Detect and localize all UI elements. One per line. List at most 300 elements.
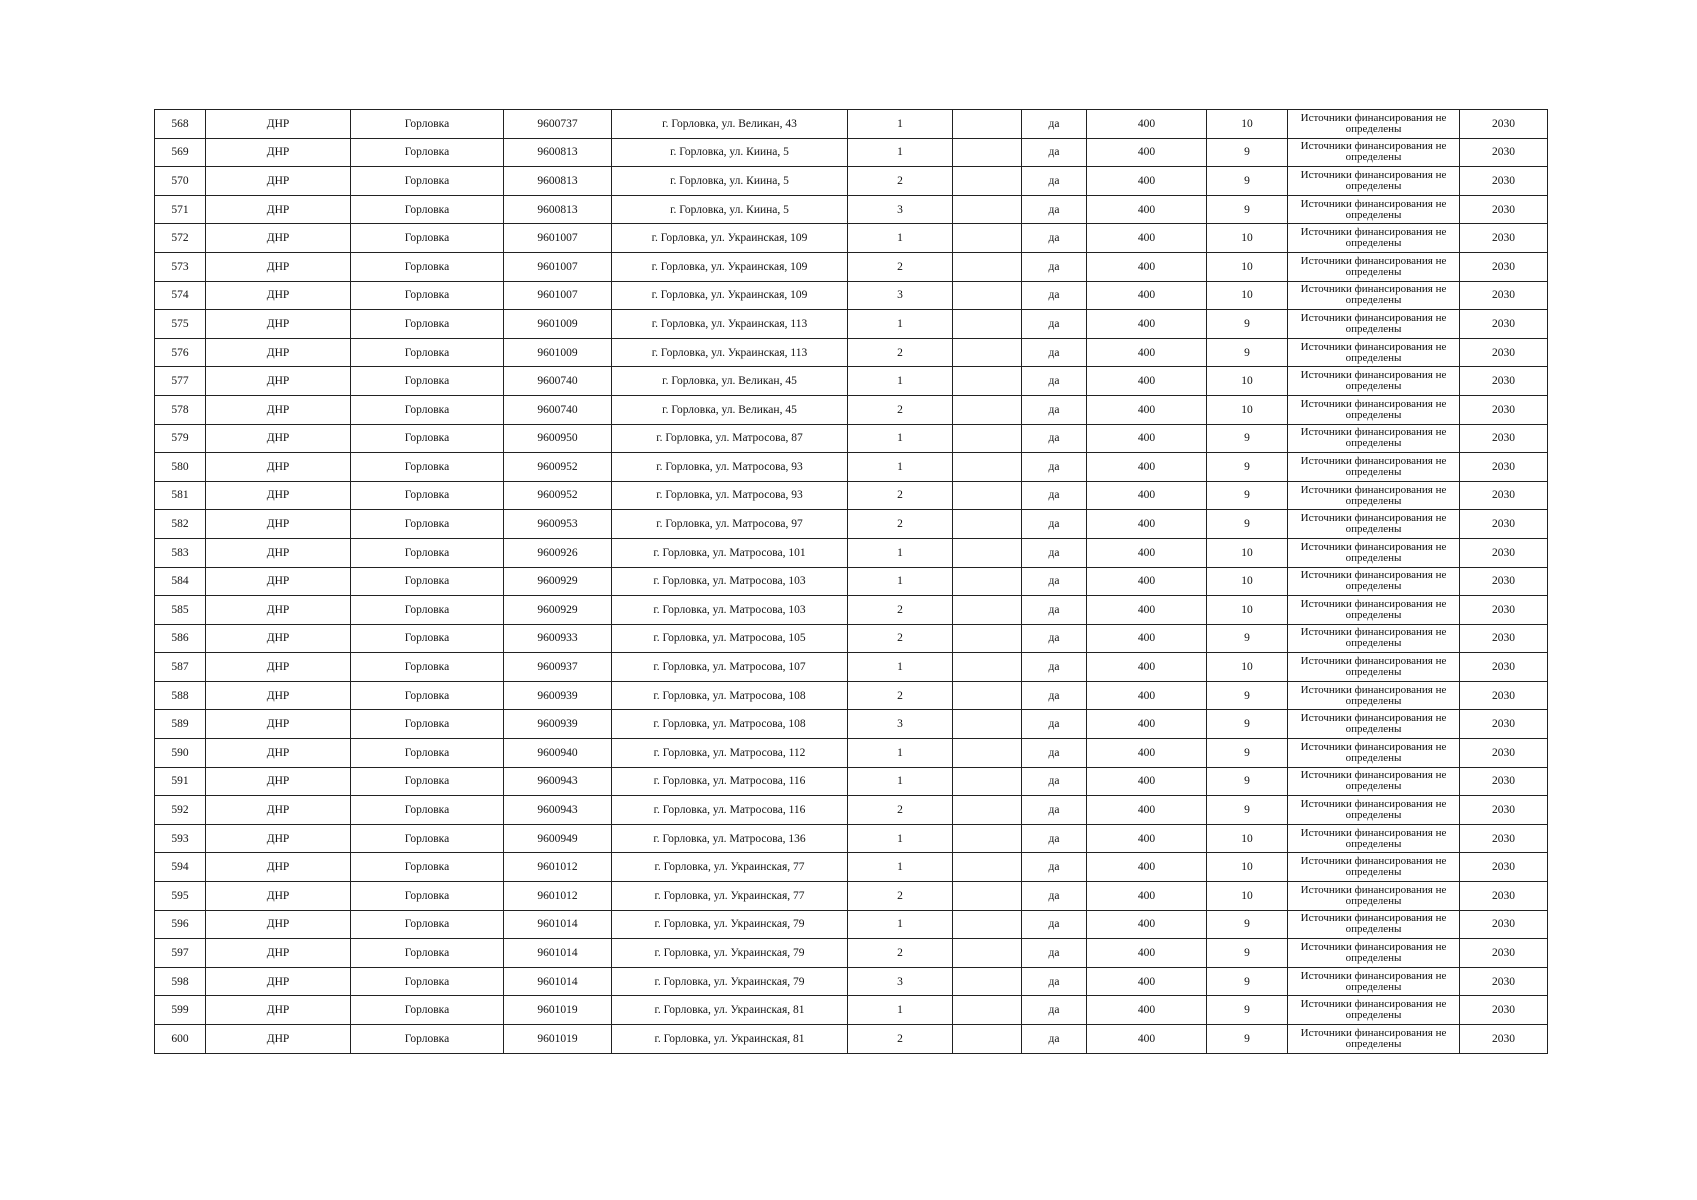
address-cell: г. Горловка, ул. Матросова, 112 [612,739,848,768]
city-cell: Горловка [351,481,504,510]
region-cell: ДНР [206,996,351,1025]
code-cell: 9600953 [504,510,612,539]
flag-cell: да [1022,1025,1087,1054]
region-cell: ДНР [206,767,351,796]
code-cell: 9600943 [504,767,612,796]
value-cell: 400 [1087,224,1207,253]
flag-cell: да [1022,681,1087,710]
city-cell: Горловка [351,882,504,911]
city-cell: Горловка [351,510,504,539]
year-cell: 2030 [1460,767,1548,796]
region-cell: ДНР [206,939,351,968]
year-cell: 2030 [1460,910,1548,939]
row-number: 568 [155,110,206,139]
entrance-cell: 2 [848,510,953,539]
empty-cell [953,481,1022,510]
flag-cell: да [1022,310,1087,339]
flag-cell: да [1022,138,1087,167]
table-row [155,195,1548,224]
funding-source-cell: Источники финансирования не определены [1288,796,1460,825]
empty-cell [953,767,1022,796]
city-cell: Горловка [351,424,504,453]
table-row [155,224,1548,253]
table-row [155,110,1548,139]
code-cell: 9601019 [504,1025,612,1054]
code-cell: 9600813 [504,167,612,196]
year-cell: 2030 [1460,567,1548,596]
year-cell: 2030 [1460,310,1548,339]
floors-cell: 9 [1207,453,1288,482]
flag-cell: да [1022,510,1087,539]
row-number: 594 [155,853,206,882]
year-cell: 2030 [1460,424,1548,453]
city-cell: Горловка [351,1025,504,1054]
region-cell: ДНР [206,138,351,167]
value-cell: 400 [1087,939,1207,968]
flag-cell: да [1022,596,1087,625]
entrance-cell: 1 [848,310,953,339]
empty-cell [953,510,1022,539]
code-cell: 9601012 [504,882,612,911]
flag-cell: да [1022,910,1087,939]
region-cell: ДНР [206,510,351,539]
floors-cell: 9 [1207,739,1288,768]
flag-cell: да [1022,395,1087,424]
year-cell: 2030 [1460,653,1548,682]
row-number: 577 [155,367,206,396]
entrance-cell: 1 [848,138,953,167]
city-cell: Горловка [351,710,504,739]
empty-cell [953,453,1022,482]
year-cell: 2030 [1460,281,1548,310]
year-cell: 2030 [1460,967,1548,996]
row-number: 586 [155,624,206,653]
address-cell: г. Горловка, ул. Украинская, 79 [612,939,848,968]
funding-source-cell: Источники финансирования не определены [1288,510,1460,539]
entrance-cell: 3 [848,195,953,224]
funding-source-cell: Источники финансирования не определены [1288,167,1460,196]
empty-cell [953,281,1022,310]
row-number: 599 [155,996,206,1025]
year-cell: 2030 [1460,167,1548,196]
funding-source-cell: Источники финансирования не определены [1288,224,1460,253]
empty-cell [953,681,1022,710]
city-cell: Горловка [351,967,504,996]
value-cell: 400 [1087,596,1207,625]
address-cell: г. Горловка, ул. Украинская, 81 [612,1025,848,1054]
address-cell: г. Горловка, ул. Матросова, 101 [612,538,848,567]
address-cell: г. Горловка, ул. Матросова, 116 [612,796,848,825]
table-row [155,996,1548,1025]
table-row [155,739,1548,768]
code-cell: 9600949 [504,824,612,853]
region-cell: ДНР [206,424,351,453]
code-cell: 9600950 [504,424,612,453]
data-table [154,109,1548,1054]
table-row [155,882,1548,911]
funding-source-cell: Источники финансирования не определены [1288,138,1460,167]
flag-cell: да [1022,367,1087,396]
region-cell: ДНР [206,367,351,396]
funding-source-cell: Источники финансирования не определены [1288,710,1460,739]
flag-cell: да [1022,281,1087,310]
funding-source-cell: Источники финансирования не определены [1288,252,1460,281]
floors-cell: 9 [1207,767,1288,796]
table-row [155,281,1548,310]
value-cell: 400 [1087,510,1207,539]
entrance-cell: 1 [848,453,953,482]
year-cell: 2030 [1460,596,1548,625]
address-cell: г. Горловка, ул. Украинская, 81 [612,996,848,1025]
row-number: 575 [155,310,206,339]
empty-cell [953,367,1022,396]
code-cell: 9600937 [504,653,612,682]
year-cell: 2030 [1460,224,1548,253]
entrance-cell: 3 [848,281,953,310]
address-cell: г. Горловка, ул. Матросова, 116 [612,767,848,796]
year-cell: 2030 [1460,824,1548,853]
address-cell: г. Горловка, ул. Матросова, 97 [612,510,848,539]
code-cell: 9600929 [504,567,612,596]
code-cell: 9600940 [504,739,612,768]
value-cell: 400 [1087,367,1207,396]
empty-cell [953,739,1022,768]
row-number: 588 [155,681,206,710]
address-cell: г. Горловка, ул. Украинская, 109 [612,281,848,310]
address-cell: г. Горловка, ул. Украинская, 79 [612,910,848,939]
year-cell: 2030 [1460,710,1548,739]
table-row [155,481,1548,510]
empty-cell [953,1025,1022,1054]
floors-cell: 9 [1207,624,1288,653]
floors-cell: 10 [1207,853,1288,882]
region-cell: ДНР [206,624,351,653]
funding-source-cell: Источники финансирования не определены [1288,996,1460,1025]
entrance-cell: 1 [848,824,953,853]
value-cell: 400 [1087,624,1207,653]
row-number: 576 [155,338,206,367]
city-cell: Горловка [351,853,504,882]
empty-cell [953,910,1022,939]
empty-cell [953,653,1022,682]
floors-cell: 10 [1207,882,1288,911]
entrance-cell: 1 [848,110,953,139]
value-cell: 400 [1087,481,1207,510]
row-number: 592 [155,796,206,825]
region-cell: ДНР [206,281,351,310]
year-cell: 2030 [1460,138,1548,167]
value-cell: 400 [1087,796,1207,825]
region-cell: ДНР [206,567,351,596]
region-cell: ДНР [206,681,351,710]
address-cell: г. Горловка, ул. Матросова, 136 [612,824,848,853]
empty-cell [953,224,1022,253]
entrance-cell: 1 [848,767,953,796]
table-row [155,824,1548,853]
table-row [155,910,1548,939]
floors-cell: 9 [1207,681,1288,710]
region-cell: ДНР [206,110,351,139]
flag-cell: да [1022,967,1087,996]
floors-cell: 9 [1207,939,1288,968]
region-cell: ДНР [206,882,351,911]
flag-cell: да [1022,338,1087,367]
table-row [155,796,1548,825]
address-cell: г. Горловка, ул. Украинская, 109 [612,252,848,281]
floors-cell: 10 [1207,367,1288,396]
table-row [155,310,1548,339]
code-cell: 9600740 [504,395,612,424]
funding-source-cell: Источники финансирования не определены [1288,853,1460,882]
floors-cell: 10 [1207,538,1288,567]
funding-source-cell: Источники финансирования не определены [1288,195,1460,224]
value-cell: 400 [1087,252,1207,281]
year-cell: 2030 [1460,510,1548,539]
code-cell: 9601007 [504,224,612,253]
value-cell: 400 [1087,338,1207,367]
floors-cell: 10 [1207,395,1288,424]
address-cell: г. Горловка, ул. Великан, 45 [612,367,848,396]
funding-source-cell: Источники финансирования не определены [1288,739,1460,768]
table-row [155,624,1548,653]
empty-cell [953,939,1022,968]
year-cell: 2030 [1460,882,1548,911]
address-cell: г. Горловка, ул. Украинская, 113 [612,338,848,367]
floors-cell: 9 [1207,910,1288,939]
address-cell: г. Горловка, ул. Украинская, 77 [612,853,848,882]
value-cell: 400 [1087,195,1207,224]
code-cell: 9601012 [504,853,612,882]
city-cell: Горловка [351,224,504,253]
region-cell: ДНР [206,453,351,482]
empty-cell [953,882,1022,911]
row-number: 591 [155,767,206,796]
city-cell: Горловка [351,538,504,567]
city-cell: Горловка [351,252,504,281]
funding-source-cell: Источники финансирования не определены [1288,939,1460,968]
floors-cell: 10 [1207,567,1288,596]
row-number: 585 [155,596,206,625]
code-cell: 9601019 [504,996,612,1025]
address-cell: г. Горловка, ул. Матросова, 93 [612,481,848,510]
table-row [155,767,1548,796]
entrance-cell: 2 [848,1025,953,1054]
row-number: 590 [155,739,206,768]
row-number: 589 [155,710,206,739]
city-cell: Горловка [351,167,504,196]
code-cell: 9600939 [504,681,612,710]
table-row [155,424,1548,453]
empty-cell [953,853,1022,882]
code-cell: 9601007 [504,252,612,281]
flag-cell: да [1022,624,1087,653]
flag-cell: да [1022,796,1087,825]
address-cell: г. Горловка, ул. Киина, 5 [612,167,848,196]
value-cell: 400 [1087,710,1207,739]
year-cell: 2030 [1460,1025,1548,1054]
value-cell: 400 [1087,653,1207,682]
table-row [155,681,1548,710]
value-cell: 400 [1087,424,1207,453]
value-cell: 400 [1087,824,1207,853]
row-number: 569 [155,138,206,167]
entrance-cell: 1 [848,653,953,682]
floors-cell: 9 [1207,138,1288,167]
code-cell: 9600952 [504,481,612,510]
city-cell: Горловка [351,739,504,768]
entrance-cell: 1 [848,424,953,453]
floors-cell: 9 [1207,967,1288,996]
region-cell: ДНР [206,252,351,281]
floors-cell: 9 [1207,510,1288,539]
value-cell: 400 [1087,395,1207,424]
value-cell: 400 [1087,138,1207,167]
region-cell: ДНР [206,538,351,567]
table-row [155,538,1548,567]
funding-source-cell: Источники финансирования не определены [1288,310,1460,339]
funding-source-cell: Источники финансирования не определены [1288,395,1460,424]
funding-source-cell: Источники финансирования не определены [1288,453,1460,482]
table-row [155,1025,1548,1054]
value-cell: 400 [1087,167,1207,196]
address-cell: г. Горловка, ул. Украинская, 109 [612,224,848,253]
table-row [155,710,1548,739]
empty-cell [953,338,1022,367]
entrance-cell: 1 [848,739,953,768]
code-cell: 9601007 [504,281,612,310]
value-cell: 400 [1087,281,1207,310]
floors-cell: 10 [1207,224,1288,253]
entrance-cell: 2 [848,681,953,710]
floors-cell: 9 [1207,424,1288,453]
flag-cell: да [1022,739,1087,768]
city-cell: Горловка [351,767,504,796]
floors-cell: 9 [1207,1025,1288,1054]
address-cell: г. Горловка, ул. Киина, 5 [612,138,848,167]
region-cell: ДНР [206,967,351,996]
entrance-cell: 2 [848,882,953,911]
empty-cell [953,567,1022,596]
address-cell: г. Горловка, ул. Великан, 43 [612,110,848,139]
funding-source-cell: Источники финансирования не определены [1288,824,1460,853]
entrance-cell: 2 [848,167,953,196]
empty-cell [953,167,1022,196]
year-cell: 2030 [1460,338,1548,367]
empty-cell [953,424,1022,453]
year-cell: 2030 [1460,367,1548,396]
flag-cell: да [1022,110,1087,139]
row-number: 578 [155,395,206,424]
city-cell: Горловка [351,681,504,710]
address-cell: г. Горловка, ул. Матросова, 107 [612,653,848,682]
funding-source-cell: Источники финансирования не определены [1288,767,1460,796]
address-cell: г. Горловка, ул. Украинская, 77 [612,882,848,911]
row-number: 570 [155,167,206,196]
empty-cell [953,110,1022,139]
code-cell: 9600740 [504,367,612,396]
year-cell: 2030 [1460,681,1548,710]
code-cell: 9601009 [504,310,612,339]
row-number: 572 [155,224,206,253]
empty-cell [953,195,1022,224]
code-cell: 9600952 [504,453,612,482]
code-cell: 9600933 [504,624,612,653]
code-cell: 9600813 [504,138,612,167]
code-cell: 9601014 [504,939,612,968]
flag-cell: да [1022,167,1087,196]
region-cell: ДНР [206,824,351,853]
year-cell: 2030 [1460,195,1548,224]
code-cell: 9601014 [504,967,612,996]
city-cell: Горловка [351,281,504,310]
year-cell: 2030 [1460,739,1548,768]
address-cell: г. Горловка, ул. Киина, 5 [612,195,848,224]
entrance-cell: 2 [848,596,953,625]
floors-cell: 10 [1207,252,1288,281]
city-cell: Горловка [351,624,504,653]
funding-source-cell: Источники финансирования не определены [1288,653,1460,682]
year-cell: 2030 [1460,853,1548,882]
entrance-cell: 1 [848,853,953,882]
city-cell: Горловка [351,195,504,224]
value-cell: 400 [1087,853,1207,882]
floors-cell: 9 [1207,481,1288,510]
city-cell: Горловка [351,138,504,167]
flag-cell: да [1022,424,1087,453]
year-cell: 2030 [1460,996,1548,1025]
flag-cell: да [1022,653,1087,682]
flag-cell: да [1022,224,1087,253]
funding-source-cell: Источники финансирования не определены [1288,624,1460,653]
table-row [155,395,1548,424]
flag-cell: да [1022,710,1087,739]
region-cell: ДНР [206,910,351,939]
entrance-cell: 3 [848,967,953,996]
value-cell: 400 [1087,967,1207,996]
value-cell: 400 [1087,1025,1207,1054]
floors-cell: 9 [1207,996,1288,1025]
flag-cell: да [1022,824,1087,853]
value-cell: 400 [1087,538,1207,567]
address-cell: г. Горловка, ул. Матросова, 108 [612,710,848,739]
flag-cell: да [1022,767,1087,796]
flag-cell: да [1022,252,1087,281]
address-cell: г. Горловка, ул. Великан, 45 [612,395,848,424]
table-row [155,939,1548,968]
address-cell: г. Горловка, ул. Украинская, 113 [612,310,848,339]
row-number: 600 [155,1025,206,1054]
value-cell: 400 [1087,996,1207,1025]
floors-cell: 9 [1207,338,1288,367]
code-cell: 9601009 [504,338,612,367]
year-cell: 2030 [1460,624,1548,653]
empty-cell [953,967,1022,996]
city-cell: Горловка [351,653,504,682]
address-cell: г. Горловка, ул. Матросова, 103 [612,567,848,596]
empty-cell [953,996,1022,1025]
row-number: 581 [155,481,206,510]
table-row [155,596,1548,625]
entrance-cell: 1 [848,367,953,396]
funding-source-cell: Источники финансирования не определены [1288,424,1460,453]
floors-cell: 9 [1207,167,1288,196]
entrance-cell: 2 [848,624,953,653]
address-cell: г. Горловка, ул. Матросова, 103 [612,596,848,625]
table-body [155,110,1548,1054]
row-number: 573 [155,252,206,281]
funding-source-cell: Источники финансирования не определены [1288,967,1460,996]
funding-source-cell: Источники финансирования не определены [1288,538,1460,567]
